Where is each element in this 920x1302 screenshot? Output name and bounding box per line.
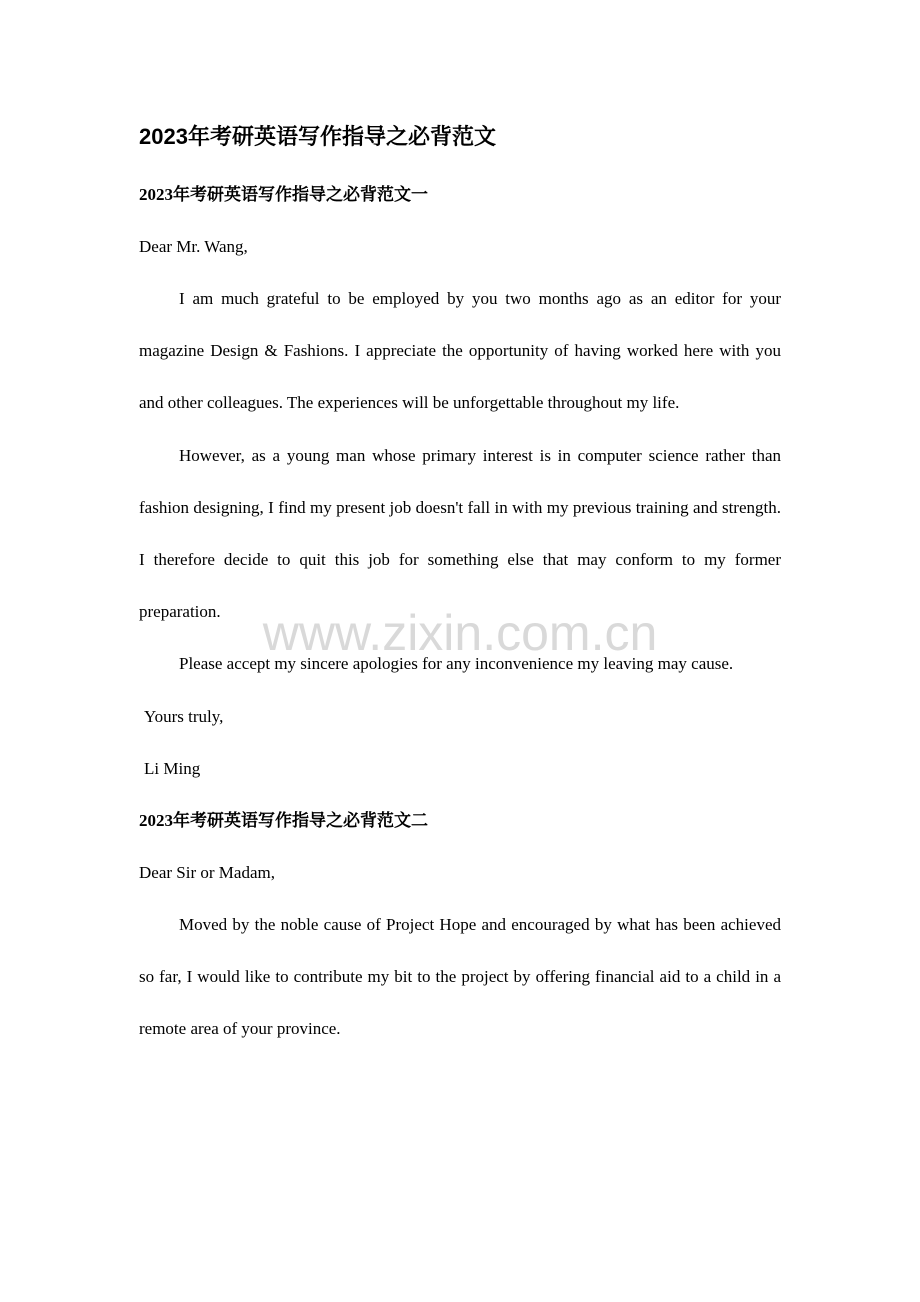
section-1-heading: 2023年考研英语写作指导之必背范文一 bbox=[139, 185, 428, 204]
section-2-salutation: Dear Sir or Madam, bbox=[139, 862, 275, 882]
document-title: 2023年考研英语写作指导之必背范文 bbox=[139, 124, 496, 149]
section-1-paragraph-2: However, as a young man whose primary interest is in computer science rather than fashion designing, I find my present job doesn't fall in with my previous training and strength. I therefore decide to quit this job for something else that may conform to my former preparation. bbox=[139, 445, 781, 622]
section-1-paragraph-1: I am much grateful to be employed by you two months ago as an editor for your magazine Design & Fashions. I appreciate the opportunity of having worked here with you and other colleagues. The experiences will be unforgettable throughout my life. bbox=[139, 289, 781, 413]
section-1-closing: Yours truly, bbox=[144, 706, 224, 726]
section-1-paragraph-3: Please accept my sincere apologies for any inconvenience my leaving may cause. bbox=[179, 654, 734, 674]
document-body bbox=[139, 117, 781, 1055]
section-1-salutation: Dear Mr. Wang, bbox=[139, 237, 248, 256]
section-1-signature: Li Ming bbox=[144, 758, 201, 778]
section-2-heading: 2023年考研英语写作指导之必背范文二 bbox=[139, 810, 428, 830]
section-2-paragraph-1: Moved by the noble cause of Project Hope and encouraged by what has been achieved so far, I would like to contribute my bit to the project by offering financial aid to a child in a remote area of your province. bbox=[139, 914, 781, 1039]
watermark: www.zixin.com.cn bbox=[262, 605, 658, 661]
